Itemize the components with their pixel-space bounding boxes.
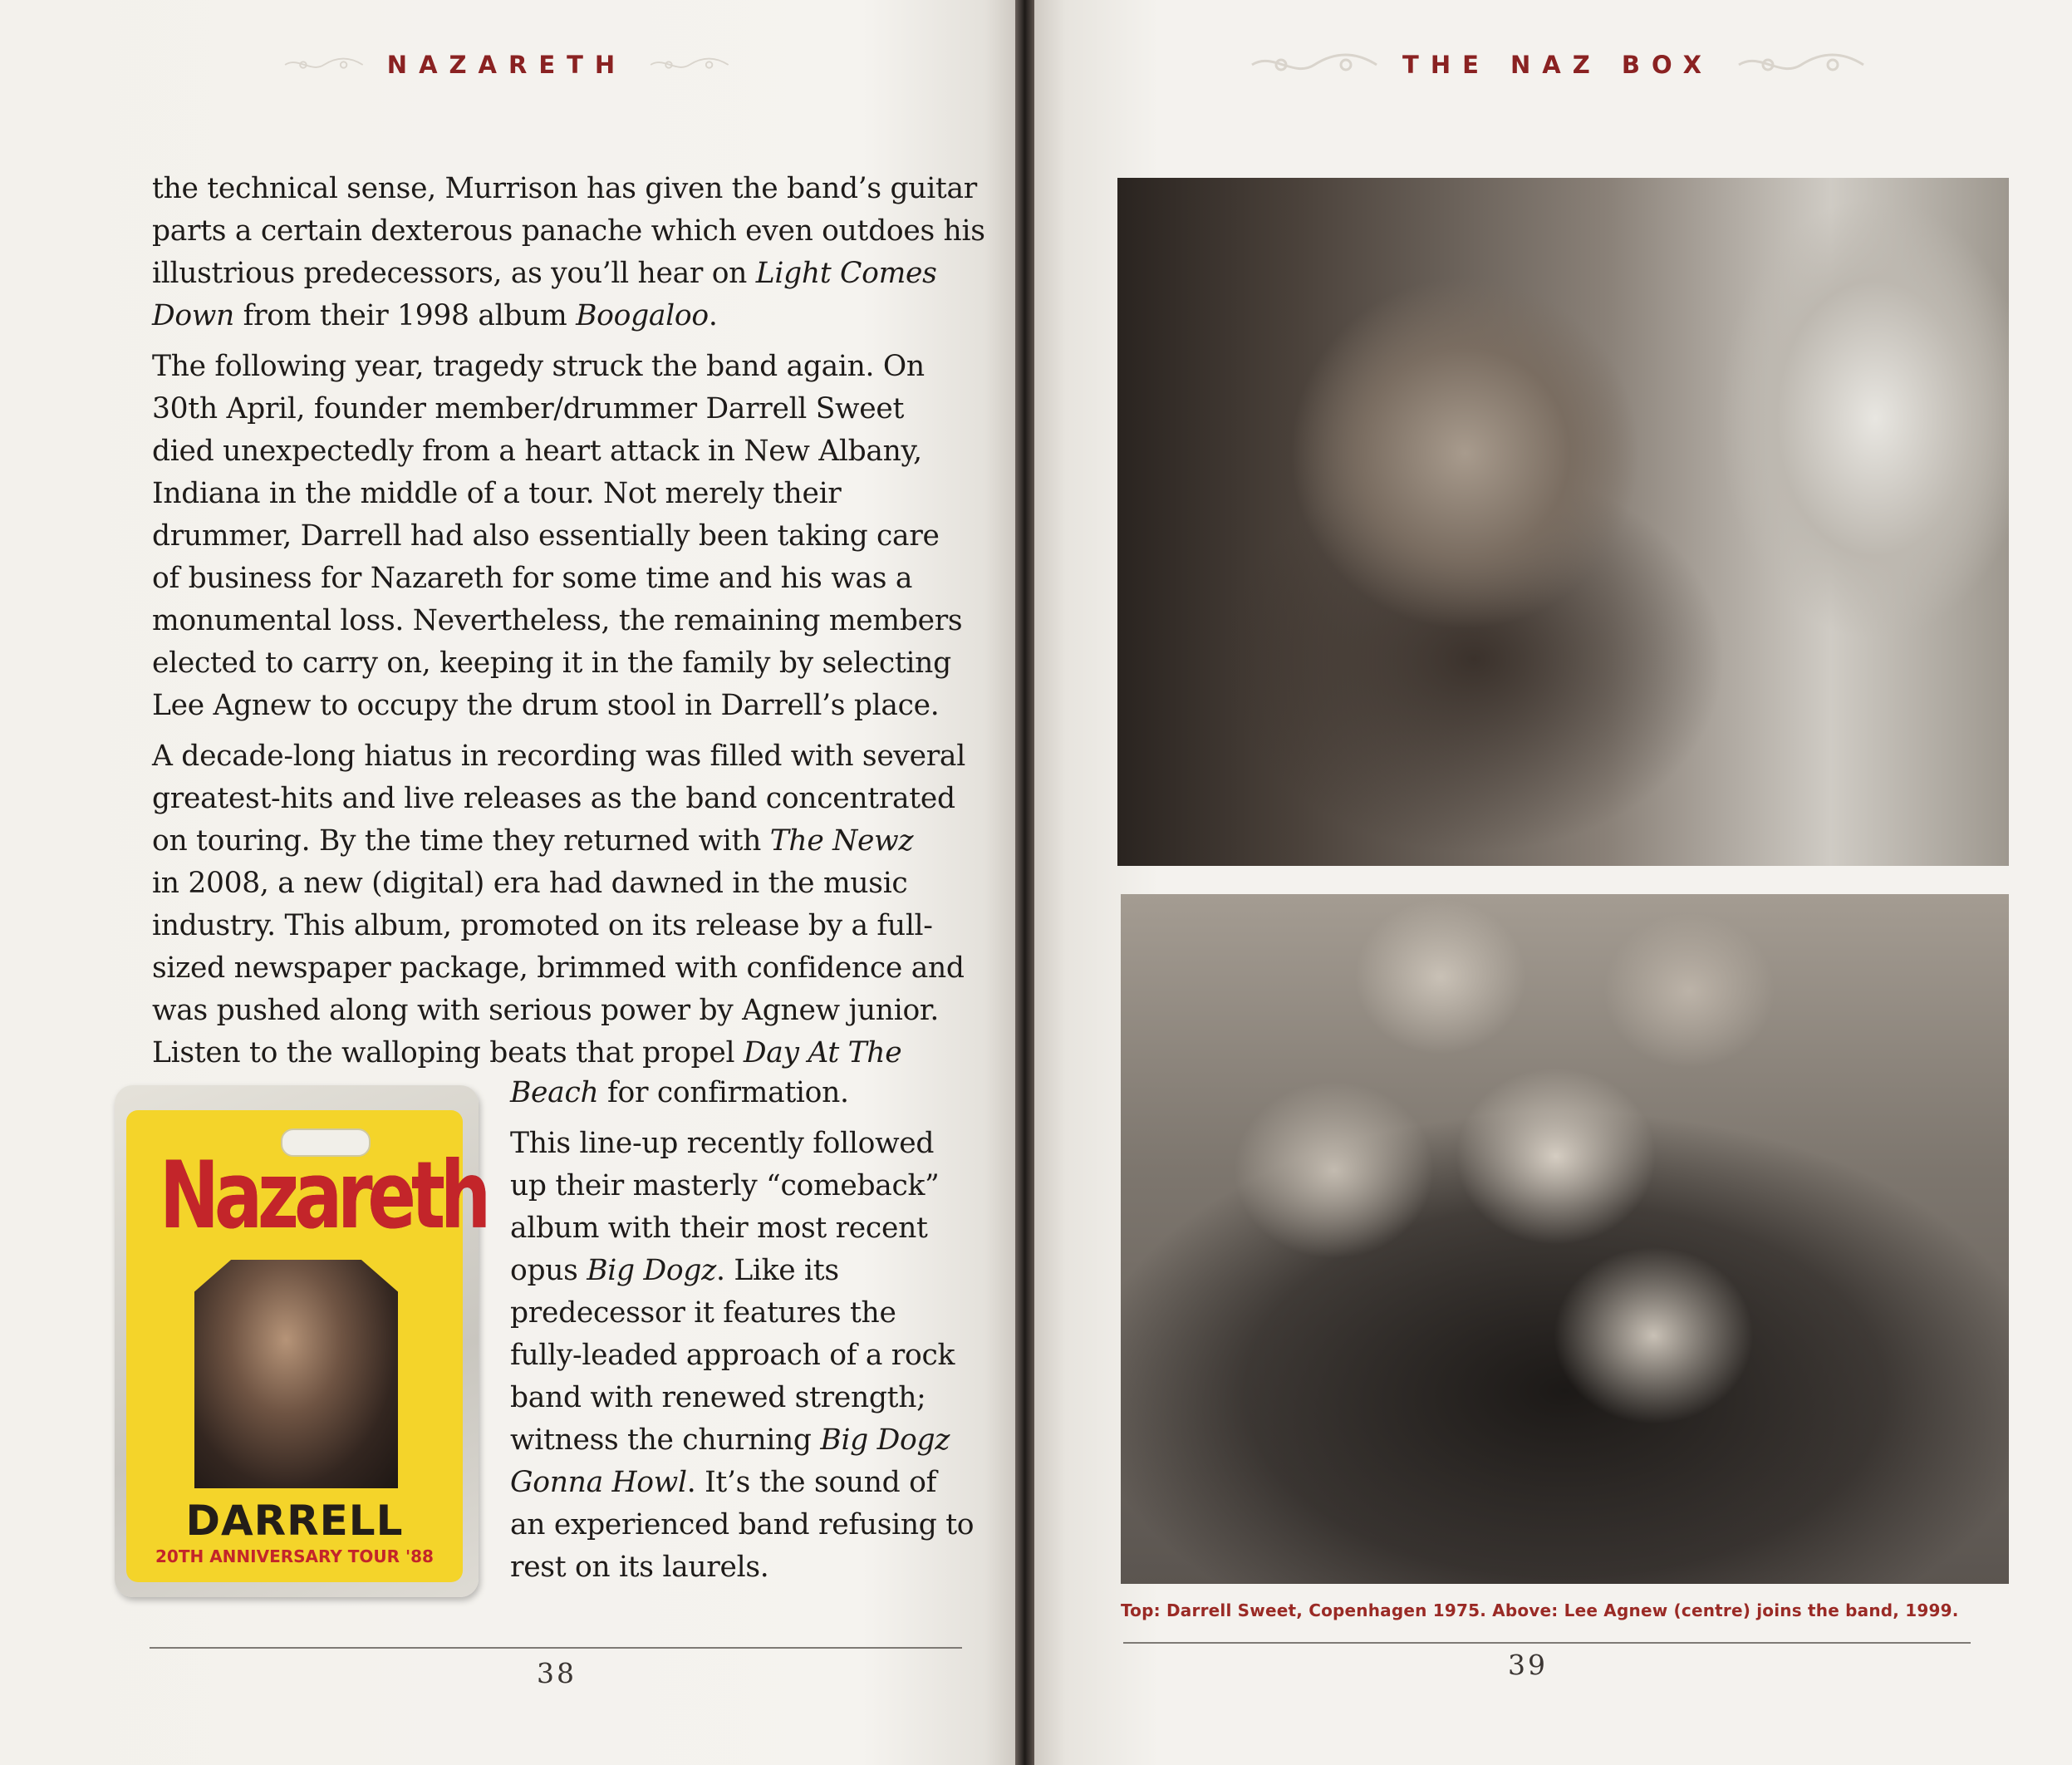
backstage-pass-image: [115, 1085, 487, 1597]
pass-photo: [194, 1260, 398, 1488]
text-run: industry. This album, promoted on its release by a full-: [152, 909, 933, 942]
flourish-ornament-icon: [1248, 50, 1381, 80]
flourish-ornament-icon: [282, 50, 366, 80]
text-run: Indiana in the middle of a tour. Not merely their: [152, 477, 842, 510]
paragraph: [510, 1072, 992, 1114]
text-run: sized newspaper package, brimmed with confidence and: [152, 951, 965, 985]
text-line: [152, 168, 975, 210]
text-line: [510, 1207, 992, 1250]
text-line: [152, 735, 975, 778]
text-run: for confirmation.: [598, 1076, 849, 1109]
text-run: fully-leaded approach of a rock: [510, 1339, 955, 1372]
text-run: A decade-long hiatus in recording was filled with several: [152, 740, 965, 773]
text-run: an experienced band refusing to: [510, 1508, 975, 1541]
text-line: [152, 210, 985, 253]
italic-title: The Newz: [769, 824, 914, 858]
text-run: predecessor it features the: [510, 1296, 896, 1330]
text-run: greatest-hits and live releases as the band concentrated: [152, 782, 955, 815]
flourish-ornament-icon: [648, 50, 731, 80]
photo-darrell-sweet: [1117, 178, 2009, 866]
text-line: [152, 1032, 975, 1074]
footer-rule: [150, 1647, 962, 1649]
text-line: [152, 295, 975, 337]
text-line: [510, 1072, 992, 1114]
pass-name: DARRELL: [185, 1497, 404, 1545]
text-line: [510, 1462, 992, 1504]
italic-title: Gonna Howl: [510, 1466, 687, 1499]
article-body-wrapped: [510, 1072, 992, 1597]
left-page: [0, 0, 1015, 1765]
italic-title: Light Comes: [755, 257, 937, 290]
text-line: [152, 863, 975, 905]
text-line: [152, 430, 975, 473]
text-line: [510, 1504, 992, 1546]
running-head-right: [1225, 48, 1890, 81]
caption-text: Top: Darrell Sweet, Copenhagen 1975. Above: Lee Agnew (centre) joins the band, 1999.: [1121, 1600, 1959, 1620]
right-page: [1034, 0, 2072, 1765]
text-run: . Like its: [715, 1254, 839, 1287]
paragraph: [510, 1123, 992, 1589]
text-line: [152, 558, 975, 600]
text-line: [510, 1165, 992, 1207]
text-line: [510, 1377, 992, 1419]
text-run: 30th April, founder member/drummer Darrell Sweet: [152, 392, 905, 425]
page-number: 38: [537, 1657, 577, 1689]
text-run: from their 1998 album: [233, 299, 577, 332]
text-line: [152, 346, 975, 388]
text-line: [152, 778, 975, 820]
text-run: Lee Agnew to occupy the drum stool in Darrell’s place.: [152, 689, 940, 722]
book-gutter: [1015, 0, 1034, 1765]
text-line: [152, 253, 975, 295]
text-line: [510, 1250, 992, 1292]
text-run: illustrious predecessors, as you’ll hear on: [152, 257, 756, 290]
paragraph: [152, 735, 975, 1074]
photo-band-group: [1121, 894, 2009, 1584]
text-run: Listen to the walloping beats that propel: [152, 1036, 744, 1069]
italic-title: Day At The: [743, 1036, 902, 1069]
text-run: band with renewed strength;: [510, 1381, 926, 1414]
text-line: [152, 685, 975, 727]
italic-title: Big Dogz: [820, 1423, 950, 1457]
text-run: was pushed along with serious power by Agnew junior.: [152, 994, 939, 1027]
paragraph: [152, 168, 985, 337]
text-run: of business for Nazareth for some time and his was a: [152, 562, 913, 595]
text-run: up their masterly “comeback”: [510, 1169, 940, 1202]
text-run: on touring. By the time they returned with: [152, 824, 770, 858]
text-line: [152, 473, 975, 515]
text-line: [510, 1419, 992, 1462]
text-line: [510, 1335, 992, 1377]
text-run: elected to carry on, keeping it in the family by selecting: [152, 647, 951, 680]
text-line: [510, 1546, 992, 1589]
photo-caption: [1121, 1600, 2018, 1620]
text-run: drummer, Darrell had also essentially been taking care: [152, 519, 940, 553]
text-line: [152, 820, 975, 863]
text-run: . It’s the sound of: [686, 1466, 937, 1499]
text-line: [152, 990, 975, 1032]
text-line: [510, 1123, 992, 1165]
text-line: [152, 388, 975, 430]
pass-tour: 20TH ANNIVERSARY TOUR '88: [155, 1546, 434, 1566]
text-run: opus: [510, 1254, 587, 1287]
text-run: in 2008, a new (digital) era had dawned in the music: [152, 867, 908, 900]
text-run: parts a certain dexterous panache which even outdoes his: [152, 214, 985, 248]
flourish-ornament-icon: [1735, 50, 1868, 80]
text-run: This line-up recently followed: [510, 1127, 935, 1160]
article-body: [152, 168, 985, 1083]
text-run: died unexpectedly from a heart attack in New Albany,: [152, 435, 922, 468]
text-run: .: [708, 299, 718, 332]
text-line: [152, 600, 975, 642]
text-line: [152, 515, 975, 558]
pass-card: [126, 1110, 487, 1582]
italic-title: Beach: [510, 1076, 599, 1109]
italic-title: Big Dogz: [587, 1254, 716, 1287]
running-head-title: THE NAZ BOX: [1402, 51, 1713, 79]
text-line: [152, 905, 975, 947]
text-run: witness the churning: [510, 1423, 821, 1457]
page-number: 39: [1508, 1649, 1548, 1681]
text-run: album with their most recent: [510, 1212, 928, 1245]
paragraph: [152, 346, 975, 727]
text-run: the technical sense, Murrison has given the band’s guitar: [152, 172, 977, 205]
text-line: [152, 947, 975, 990]
footer-rule: [1123, 1642, 1971, 1644]
text-line: [510, 1292, 992, 1335]
text-run: rest on its laurels.: [510, 1551, 769, 1584]
italic-title: Down: [152, 299, 234, 332]
text-run: monumental loss. Nevertheless, the remaining members: [152, 604, 963, 637]
text-run: The following year, tragedy struck the band again. On: [152, 350, 925, 383]
running-head-left: [282, 48, 731, 81]
italic-title: Boogaloo: [576, 299, 709, 332]
running-head-title: NAZARETH: [386, 51, 627, 79]
pass-logo: Nazareth: [160, 1142, 487, 1251]
text-line: [152, 642, 975, 685]
